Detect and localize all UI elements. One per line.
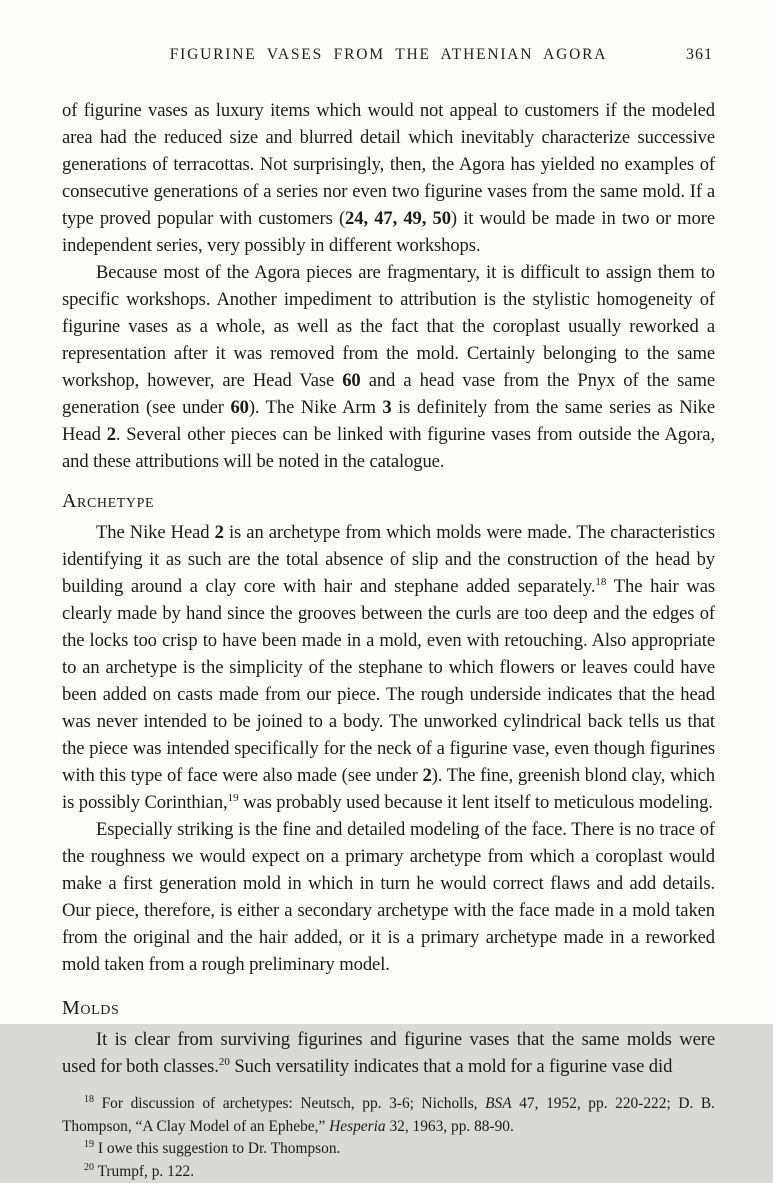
footnote-number-19: 19 <box>84 1139 94 1150</box>
paragraph-2 <box>62 259 715 475</box>
text-segment: It is clear from surviving figurines and figurine vases that the same molds were used for both classes. <box>62 1029 715 1077</box>
journal-title: BSA <box>485 1095 512 1112</box>
running-title: FIGURINE VASES FROM THE ATHENIAN AGORA <box>170 46 607 63</box>
text-segment: ) it would be made in two or more independent series, very possibly in different workshops. <box>62 208 715 256</box>
page-number: 361 <box>686 46 713 64</box>
paragraph-3 <box>62 519 715 816</box>
text-segment: The hair was clearly made by hand since the grooves between the curls are too deep and the edges of the locks too crisp to have been made in a mold, even with retouching. Also appropriate to an archetype is the simplicity of the stephane to which flowers or leaves could have been added on casts made from our piece. The rough underside indicates that the head was never intended to be joined to a body. The unworked cylindrical back tells us that the piece was intended specifically for the neck of a figurine vase, even though figurines with this type of face were also made (see under <box>62 576 715 786</box>
catalog-number: 2 <box>215 522 224 543</box>
text-segment: ). The fine, greenish blond clay, which is possibly Corinthian, <box>62 765 715 813</box>
catalog-number: 60 <box>230 397 248 418</box>
footnote-20 <box>62 1161 715 1183</box>
footnote-18 <box>62 1093 715 1138</box>
text-segment: Because most of the Agora pieces are fragmentary, it is difficult to assign them to specific workshops. Another impediment to attribution is the stylistic homogeneity of figurine vases as a whole, as well as the fact that the coroplast usually reworked a representation after it was removed from the mold. Certainly belonging to the same workshop, however, are Head Vase <box>62 262 715 391</box>
section-heading-molds: Molds <box>62 997 715 1020</box>
catalog-numbers: 24, 47, 49, 50 <box>345 208 451 229</box>
text-segment: was probably used because it lent itself to meticulous modeling. <box>239 792 713 813</box>
footnote-number-18: 18 <box>84 1094 94 1105</box>
section-heading-archetype: Archetype <box>62 490 715 513</box>
text-segment: 32, 1963, pp. 88-90. <box>386 1118 514 1135</box>
footnote-marker-19: 19 <box>228 792 239 804</box>
page-header <box>62 46 715 66</box>
text-segment: I owe this suggestion to Dr. Thompson. <box>94 1140 340 1157</box>
text-segment: Trumpf, p. 122. <box>94 1163 194 1180</box>
footnote-marker-18: 18 <box>595 576 606 588</box>
catalog-number: 60 <box>342 370 360 391</box>
footnote-number-20: 20 <box>84 1161 94 1172</box>
paragraph-4 <box>62 816 715 978</box>
text-segment: 47, 1952, pp. 220-222; D. B. Thompson, “A Clay Model of an Ephebe,” <box>62 1095 715 1135</box>
text-segment: and a head vase from the Pnyx of the same generation (see under <box>62 370 715 418</box>
journal-title: Hesperia <box>329 1118 385 1135</box>
text-segment: is an archetype from which molds were made. The characteristics identifying it as such are the total absence of slip and the construction of the head by building around a clay core with hair and stephane added separately. <box>62 522 715 597</box>
catalog-number: 2 <box>422 765 431 786</box>
text-segment: . Several other pieces can be linked with figurine vases from outside the Agora, and these attributions will be noted in the catalogue. <box>62 424 715 472</box>
text-segment: is definitely from the same series as Nike Head <box>62 397 715 445</box>
catalog-number: 2 <box>107 424 116 445</box>
text-segment: For discussion of archetypes: Neutsch, pp. 3-6; Nicholls, <box>94 1095 485 1112</box>
footnote-19 <box>62 1138 715 1161</box>
text-segment: of figurine vases as luxury items which would not appeal to customers if the modeled area had the reduced size and blurred detail which inevitably characterize successive generations of terracottas. Not surprisingly, then, the Agora has yielded no examples of consecutive generations of a series nor even two figurine vases from the same mold. If a type proved popular with customers ( <box>62 100 715 229</box>
text-segment: Such versatility indicates that a mold for a figurine vase did <box>230 1056 672 1077</box>
footnotes-block <box>62 1093 715 1183</box>
text-segment: Especially striking is the fine and detailed modeling of the face. There is no trace of the roughness we would expect on a primary archetype from which a coroplast would make a first generation mold in which in turn he would correct flaws and add details. Our piece, therefore, is either a secondary archetype with the face made in a mold taken from the original and the hair added, or it is a primary archetype made in a reworked mold taken from a rough preliminary model. <box>62 819 715 975</box>
footnote-marker-20: 20 <box>219 1056 230 1068</box>
paragraph-5 <box>62 1026 715 1080</box>
catalog-number: 3 <box>382 397 391 418</box>
paragraph-1 <box>62 97 715 259</box>
text-segment: ). The Nike Arm <box>249 397 383 418</box>
text-segment: The Nike Head <box>96 522 215 543</box>
